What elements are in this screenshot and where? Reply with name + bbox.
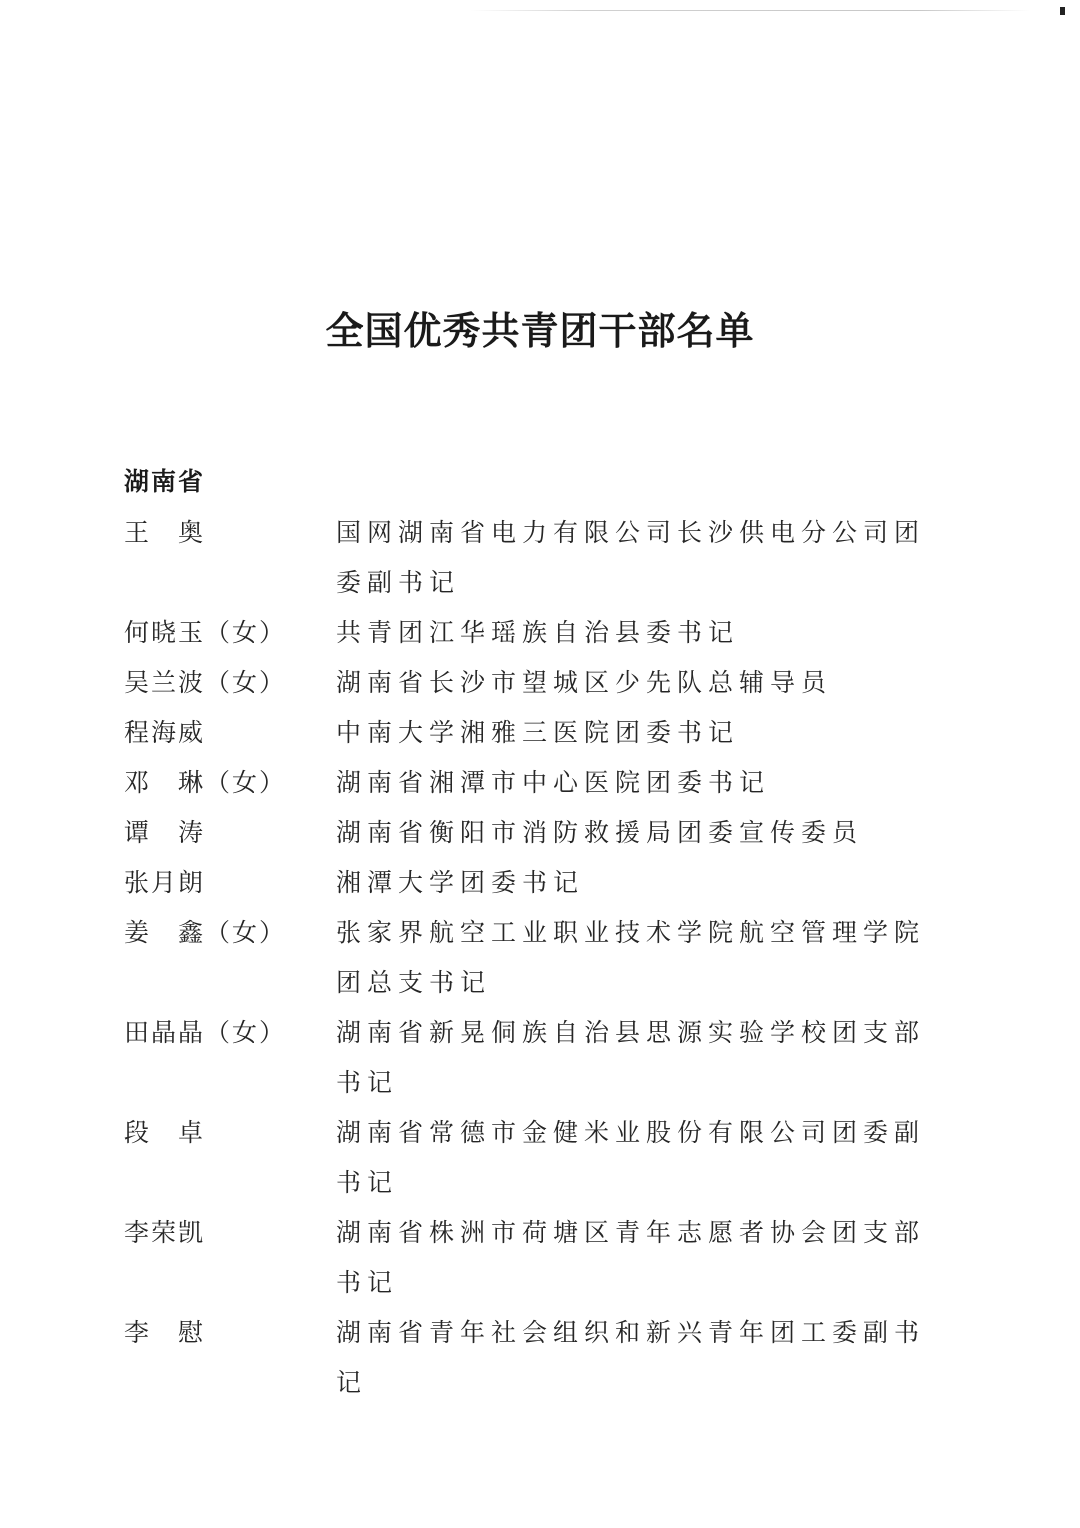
list-item — [124, 758, 954, 808]
person-name: 王 奥 — [124, 518, 206, 547]
list-item — [124, 1108, 954, 1208]
list-item — [124, 858, 954, 908]
person-unit: 湖南省长沙市望城区少先队总辅导员 — [336, 668, 833, 697]
person-name: 李荣凯 — [124, 1218, 206, 1247]
person-unit: 共青团江华瑶族自治县委书记 — [336, 618, 740, 647]
list-item — [124, 658, 954, 708]
person-name: 姜 鑫（女） — [124, 918, 287, 947]
person-unit: 湘潭大学团委书记 — [336, 868, 585, 897]
person-name: 段 卓 — [124, 1118, 206, 1147]
list-item — [124, 808, 954, 858]
list-item — [124, 1308, 954, 1408]
list-item — [124, 908, 954, 1008]
cadre-list — [124, 508, 954, 1408]
province-heading: 湖南省 — [124, 467, 206, 496]
person-name: 吴兰波（女） — [124, 668, 287, 697]
person-unit: 湖南省湘潭市中心医院团委书记 — [336, 768, 771, 797]
list-item — [124, 1008, 954, 1108]
person-name: 张月朗 — [124, 868, 206, 897]
person-name: 李 慰 — [124, 1318, 206, 1347]
list-item — [124, 508, 954, 608]
person-name: 程海威 — [124, 718, 206, 747]
person-unit: 国网湖南省电力有限公司长沙供电分公司团委副书记 — [336, 518, 926, 597]
person-unit: 湖南省株洲市荷塘区青年志愿者协会团支部书记 — [336, 1218, 926, 1297]
document-title: 全国优秀共青团干部名单 — [325, 308, 755, 353]
scan-artifact-mark — [1060, 7, 1065, 15]
person-unit: 张家界航空工业职业技术学院航空管理学院团总支书记 — [336, 918, 926, 997]
list-item — [124, 608, 954, 658]
person-name: 谭 涛 — [124, 818, 206, 847]
person-unit: 湖南省青年社会组织和新兴青年团工委副书记 — [336, 1318, 926, 1397]
person-unit: 湖南省衡阳市消防救援局团委宣传委员 — [336, 818, 864, 847]
scan-artifact-line — [470, 10, 1030, 11]
person-name: 邓 琳（女） — [124, 768, 287, 797]
list-item — [124, 708, 954, 758]
person-unit: 湖南省常德市金健米业股份有限公司团委副书记 — [336, 1118, 926, 1197]
person-name: 田晶晶（女） — [124, 1018, 287, 1047]
person-unit: 湖南省新晃侗族自治县思源实验学校团支部书记 — [336, 1018, 926, 1097]
list-item — [124, 1208, 954, 1308]
person-name: 何晓玉（女） — [124, 618, 287, 647]
person-unit: 中南大学湘雅三医院团委书记 — [336, 718, 740, 747]
